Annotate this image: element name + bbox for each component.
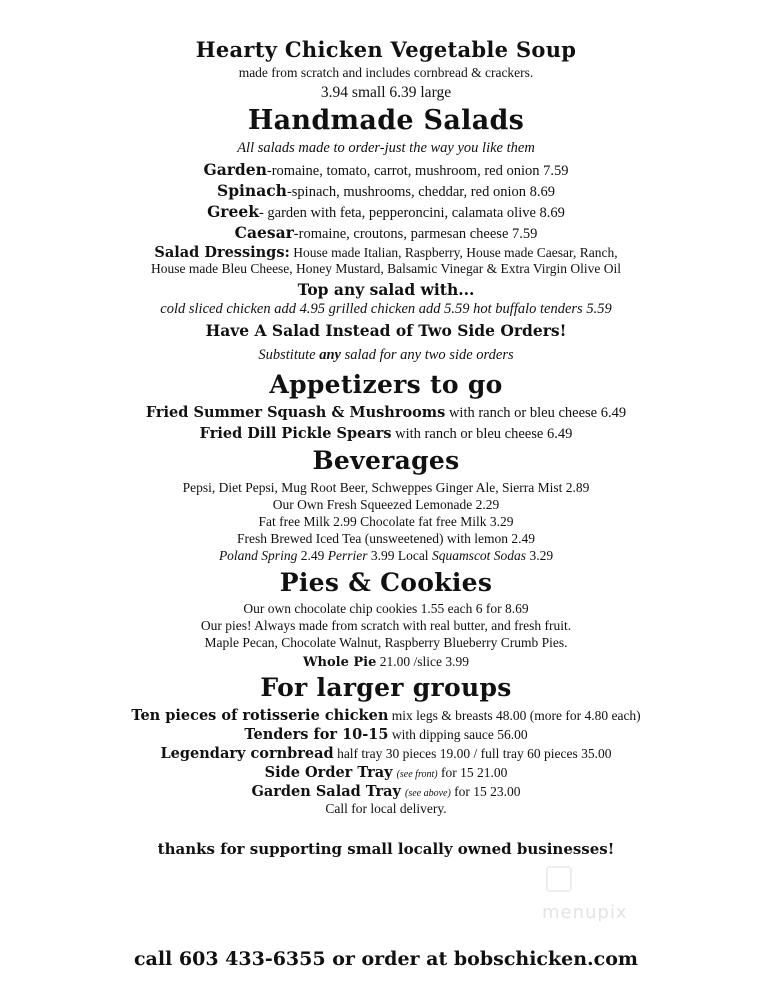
salad-item xyxy=(0,182,772,201)
soup-title: Hearty Chicken Vegetable Soup xyxy=(195,37,577,62)
salad-description: -romaine, croutons, parmesan cheese 7.59 xyxy=(293,226,538,242)
beverage-line: Our Own Fresh Squeezed Lemonade 2.29 xyxy=(272,497,500,512)
salad-item xyxy=(0,224,772,243)
salad-dressings xyxy=(0,244,772,262)
soda-name: Squamscot Sodas xyxy=(431,548,527,563)
water-name: Perrier xyxy=(327,548,368,563)
salad-description: - garden with feta, pepperoncini, calamata olive 8.69 xyxy=(258,205,565,221)
group-item-name: Ten pieces of rotisserie chicken xyxy=(131,707,389,724)
group-item-description: half tray 30 pieces 19.00 / full tray 60 pieces 35.00 xyxy=(333,746,612,761)
garden-salad-tray xyxy=(0,783,772,801)
pies-title: Pies & Cookies xyxy=(279,568,493,597)
delivery-note: Call for local delivery. xyxy=(325,801,447,816)
salad-name: Spinach xyxy=(217,181,287,200)
beverages-title: Beverages xyxy=(312,446,460,475)
beverage-line: Pepsi, Diet Pepsi, Mug Root Beer, Schweppes Ginger Ale, Sierra Mist 2.89 xyxy=(182,480,590,495)
pies-line: Our pies! Always made from scratch with real butter, and fresh fruit. xyxy=(200,618,572,633)
group-item-name: Tenders for 10-15 xyxy=(244,726,389,743)
salad-item xyxy=(0,161,772,180)
salad-tray-name: Garden Salad Tray xyxy=(251,783,401,800)
watermark-icon xyxy=(546,866,572,892)
beverage-waters xyxy=(0,549,772,564)
soup-prices: 3.94 small 6.39 large xyxy=(320,84,452,101)
side-order-tray xyxy=(0,764,772,782)
soup-description: made from scratch and includes cornbread & crackers. xyxy=(238,65,534,80)
salad-name: Caesar xyxy=(234,223,294,242)
substitute-note xyxy=(0,348,772,364)
salad-tray-note: (see above) xyxy=(404,788,451,799)
thanks-message: thanks for supporting small locally owned businesses! xyxy=(157,840,615,858)
side-tray-price: for 15 21.00 xyxy=(437,765,508,780)
soda-price: 3.29 xyxy=(526,548,554,563)
whole-pie-label: Whole Pie xyxy=(302,655,377,670)
toppings-title: Top any salad with... xyxy=(297,280,475,299)
appetizer-name: Fried Summer Squash & Mushrooms xyxy=(145,404,446,421)
salad-name: Greek xyxy=(207,202,259,221)
appetizer-name: Fried Dill Pickle Spears xyxy=(199,425,392,442)
groups-title: For larger groups xyxy=(260,673,512,702)
dressings-list-continued: House made Bleu Cheese, Honey Mustard, Balsamic Vinegar & Extra Virgin Olive Oil xyxy=(150,261,622,276)
beverage-line: Fat free Milk 2.99 Chocolate fat free Milk 3.29 xyxy=(258,514,514,529)
salads-intro: All salads made to order-just the way you like them xyxy=(237,140,535,156)
side-tray-note: (see front) xyxy=(396,769,438,780)
substitute-text: salad for any two side orders xyxy=(340,347,514,363)
water-name: Poland Spring xyxy=(218,548,298,563)
salad-tray-price: for 15 23.00 xyxy=(450,784,521,799)
whole-pie xyxy=(0,653,772,671)
whole-pie-price: 21.00 /slice 3.99 xyxy=(376,654,470,669)
substitute-emphasis: any xyxy=(319,347,341,363)
pies-line: Maple Pecan, Chocolate Walnut, Raspberry Blueberry Crumb Pies. xyxy=(204,635,568,650)
water-price: 2.49 xyxy=(297,548,328,563)
salad-description: -romaine, tomato, carrot, mushroom, red onion 7.59 xyxy=(266,163,569,179)
dressings-list: House made Italian, Raspberry, House made Caesar, Ranch, xyxy=(289,245,618,260)
group-item xyxy=(0,707,772,725)
salads-title: Handmade Salads xyxy=(247,105,525,136)
toppings-list: cold sliced chicken add 4.95 grilled chicken add 5.59 hot buffalo tenders 5.59 xyxy=(160,301,612,317)
watermark-logo: menupix xyxy=(542,902,628,923)
group-item xyxy=(0,726,772,744)
substitute-title: Have A Salad Instead of Two Side Orders! xyxy=(205,321,567,340)
beverage-line: Fresh Brewed Iced Tea (unsweetened) with lemon 2.49 xyxy=(237,531,535,546)
footer-contact: call 603 433-6355 or order at bobschicken.com xyxy=(133,948,639,970)
side-tray-name: Side Order Tray xyxy=(264,764,393,781)
salad-item xyxy=(0,203,772,222)
group-item-description: with dipping sauce 56.00 xyxy=(388,727,528,742)
salad-name: Garden xyxy=(203,160,267,179)
appetizer-item xyxy=(0,404,772,422)
appetizers-title: Appetizers to go xyxy=(269,370,503,399)
water-price: 3.99 Local xyxy=(367,548,432,563)
appetizer-item xyxy=(0,425,772,443)
group-item-name: Legendary cornbread xyxy=(160,745,334,762)
dressings-label: Salad Dressings: xyxy=(154,244,290,261)
substitute-text: Substitute xyxy=(258,347,320,363)
salad-description: -spinach, mushrooms, cheddar, red onion 8.69 xyxy=(286,184,555,200)
group-item xyxy=(0,745,772,763)
appetizer-description: with ranch or bleu cheese 6.49 xyxy=(391,426,573,442)
appetizer-description: with ranch or bleu cheese 6.49 xyxy=(445,405,627,421)
pies-line: Our own chocolate chip cookies 1.55 each 6 for 8.69 xyxy=(243,601,529,616)
group-item-description: mix legs & breasts 48.00 (more for 4.80 each) xyxy=(388,708,641,723)
